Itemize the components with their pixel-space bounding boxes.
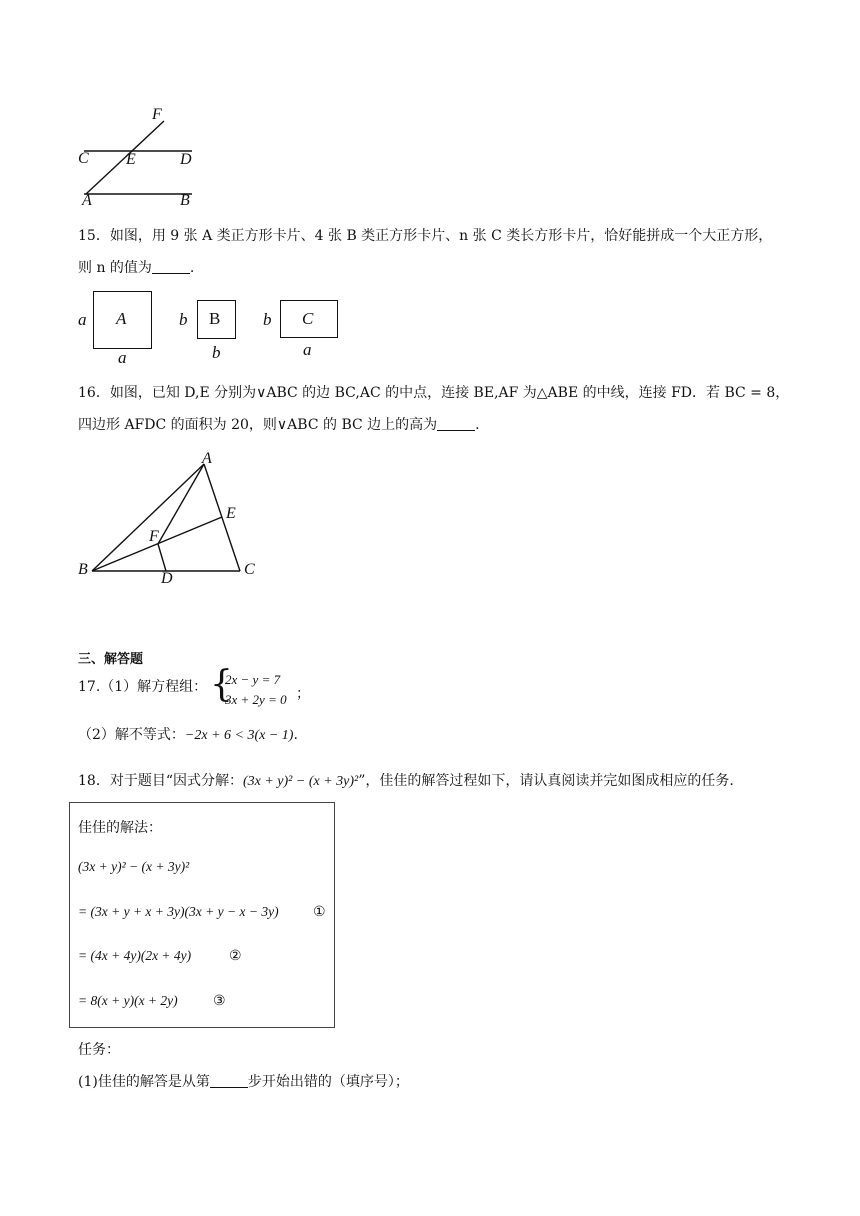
- q17-eq2: 3x + 2y = 0: [225, 692, 287, 707]
- q15-line1: 15．如图，用 9 张 A 类正方形卡片、4 张 B 类正方形卡片、n 张 C 类长方形卡片，恰好能拼成一个大正方形，: [78, 228, 773, 244]
- card-c-side-bottom: a: [303, 340, 312, 359]
- card-b-label: B: [209, 309, 221, 328]
- solution-mark2: ②: [229, 948, 242, 964]
- q16-line2: [78, 415, 480, 435]
- label-b: B: [180, 192, 190, 209]
- task1-pre: (1)佳佳的解答是从第: [78, 1074, 210, 1090]
- q18-expr: (3x + y)² − (x + 3y)²: [242, 774, 359, 789]
- label-c: C: [78, 150, 89, 167]
- q16-line2-post: .: [475, 417, 480, 433]
- q17-part2: [78, 725, 298, 746]
- q17-part2-label: （2）解不等式：: [78, 727, 185, 743]
- label-a: A: [202, 450, 212, 467]
- task1: [78, 1072, 409, 1092]
- card-a-side-bottom: a: [118, 348, 127, 367]
- segment-af: [158, 464, 204, 544]
- card-a-label: A: [116, 309, 127, 328]
- label-e: E: [226, 505, 236, 522]
- solution-mark1: ①: [313, 904, 326, 920]
- label-c: C: [244, 561, 255, 578]
- solution-line1: = (3x + y + x + 3y)(3x + y − x − 3y): [78, 904, 279, 919]
- solution-title: 佳佳的解法：: [78, 820, 162, 836]
- solution-line3: = 8(x + y)(x + 2y): [78, 993, 178, 1008]
- q17-part2-suffix: .: [293, 727, 298, 743]
- q18-line: [78, 771, 734, 792]
- label-e: E: [126, 151, 136, 168]
- label-d: D: [161, 570, 173, 587]
- q15-line2-pre: 则 n 的值为: [78, 260, 152, 276]
- label-a: A: [82, 192, 92, 209]
- label-d: D: [180, 151, 192, 168]
- system-brace: {: [210, 664, 233, 705]
- side-ab: [92, 464, 204, 571]
- triangle-figure: [80, 450, 270, 590]
- card-b-side-left: b: [179, 310, 188, 329]
- q17-eq1: 2x − y = 7: [225, 672, 281, 687]
- q17-inequality: −2x + 6 < 3(x − 1): [184, 728, 294, 743]
- q17-part1-label: 17.（1）解方程组：: [78, 679, 208, 695]
- solution-line0: (3x + y)² − (x + 3y)²: [78, 859, 190, 874]
- task1-post: 步开始出错的（填序号）；: [247, 1074, 409, 1090]
- q15-line2: [78, 258, 194, 278]
- q18-text-pre: 18．对于题目“因式分解：: [78, 773, 243, 789]
- label-b: B: [78, 561, 88, 578]
- segment-fd: [158, 544, 166, 571]
- q15-line2-post: .: [189, 260, 195, 276]
- q18-text-post: ”，佳佳的解答过程如下，请认真阅读并完如图成相应的任务.: [358, 773, 734, 789]
- q17-eq-suffix: ；: [296, 686, 310, 702]
- task-label: 任务：: [78, 1042, 120, 1058]
- answer-blank[interactable]: [210, 1073, 248, 1088]
- card-a-side-left: a: [78, 310, 87, 329]
- answer-blank[interactable]: [152, 259, 190, 274]
- q16-line1: 16．如图，已知 D,E 分别为∨ABC 的边 BC,AC 的中点，连接 BE,AF 为△ABE 的中线，连接 FD．若 BC = 8，: [78, 385, 790, 401]
- card-b-side-bottom: b: [212, 343, 221, 362]
- parallel-lines-figure: [70, 100, 220, 210]
- answer-blank[interactable]: [437, 416, 475, 431]
- solution-line2: = (4x + 4y)(2x + 4y): [78, 948, 192, 963]
- solution-mark3: ③: [213, 993, 226, 1009]
- section-title: 三、解答题: [78, 652, 144, 667]
- label-f: F: [149, 528, 159, 545]
- card-c-label: C: [302, 309, 314, 328]
- label-f: F: [152, 106, 162, 123]
- card-c-side-left: b: [263, 310, 272, 329]
- q16-line2-pre: 四边形 AFDC 的面积为 20，则∨ABC 的 BC 边上的高为: [78, 417, 438, 433]
- line-af: [86, 121, 164, 194]
